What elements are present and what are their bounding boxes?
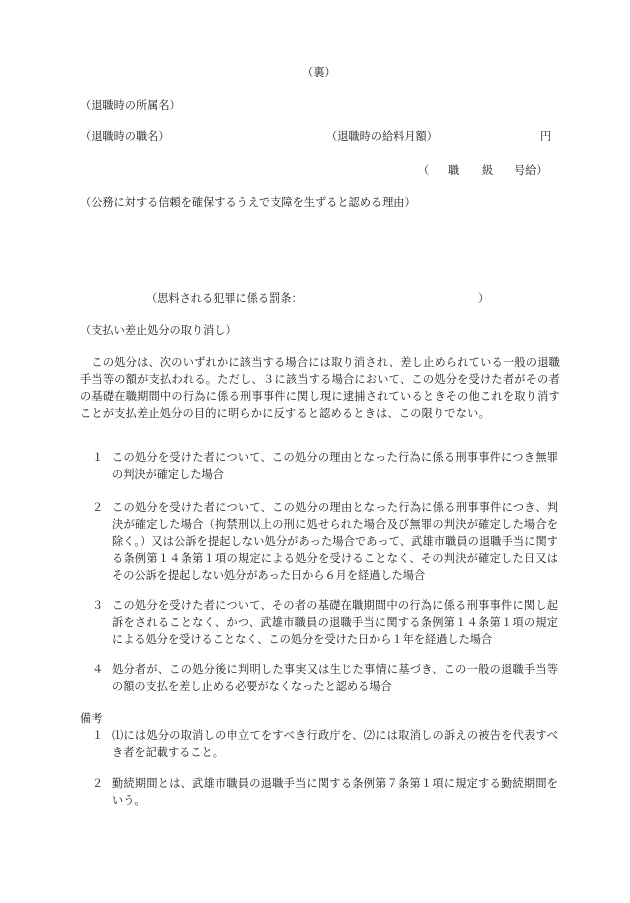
penalty-label: （思料される犯罪に係る罰条： xyxy=(146,292,303,305)
item-text: 処分者が、この処分後に判明した事実又は生じた事情に基づき、この一般の退職手当等の額の支払を差し止める必要がなくなったと認める場合 xyxy=(112,663,558,693)
item-text: 勤続期間とは、武雄市職員の退職手当に関する条例第７条第１項に規定する勤続期間をいう。 xyxy=(112,777,558,807)
cancellation-heading: （支払い差止処分の取り消し） xyxy=(80,324,237,337)
affiliation-label: （退職時の所属名） xyxy=(80,99,181,112)
item-text: この処分を受けた者について、この処分の理由となった行為に係る刑事事件につき、判決が確定した場合（拘禁刑以上の刑に処せられた場合及び無罪の判決が確定した場合を除く。）又は公訴を提起しない処分があった場合であって、武雄市職員の退職手当に関する条例第１４条第１項の規定による処分を受けることなく、その判決が確定した日又はその公訴を提起しない処分があった日から６月を経過した場合 xyxy=(112,501,558,582)
title-label: （退職時の職名） xyxy=(80,130,170,143)
grade-gokyu: 号給） xyxy=(514,164,548,177)
cancellation-intro: この処分は、次のいずれかに該当する場合には取り消され、差し止められている一般の退職手当等の額が支払われる。ただし、３に該当する場合において、この処分を受けた者がその者の基礎在職期間中の行為に係る刑事事件に関し現に逮捕されているときその他これを取り消すことが支払差止処分の目的に明らかに反すると認めるときは、この限りでない。 xyxy=(80,356,560,420)
item-number: ２ xyxy=(92,777,104,790)
reverse-side-label: （裏） xyxy=(302,66,336,79)
item-number: １ xyxy=(92,729,104,742)
item-text: この処分を受けた者について、その者の基礎在職期間中の行為に係る刑事事件に関し起訴をされることなく、かつ、武雄市職員の退職手当に関する条例第１４条第１項の規定による処分を受けることなく、この処分を受けた日から１年を経過した場合 xyxy=(112,599,558,646)
remarks-heading: 備考 xyxy=(80,712,103,725)
grade-open-paren: （ xyxy=(418,164,430,177)
item-number: １ xyxy=(92,451,104,464)
item-text: ⑴には処分の取消しの申立てをすべき行政庁を、⑵には取消しの訴えの被告を代表すべき者を記載すること。 xyxy=(112,729,558,759)
grade-shoku: 職 xyxy=(448,164,460,177)
item-number: ３ xyxy=(92,599,104,612)
item-text: この処分を受けた者について、この処分の理由となった行為に係る刑事事件につき無罪の判決が確定した場合 xyxy=(112,451,558,481)
grade-kyu: 級 xyxy=(482,164,494,177)
salary-unit: 円 xyxy=(540,130,552,143)
item-number: ２ xyxy=(92,501,104,514)
reason-label: （公務に対する信頼を確保するうえで支障を生ずると認める理由） xyxy=(80,196,416,209)
item-number: ４ xyxy=(92,663,104,676)
salary-label: （退職時の給料月額） xyxy=(326,130,438,143)
penalty-close: ） xyxy=(478,292,490,305)
